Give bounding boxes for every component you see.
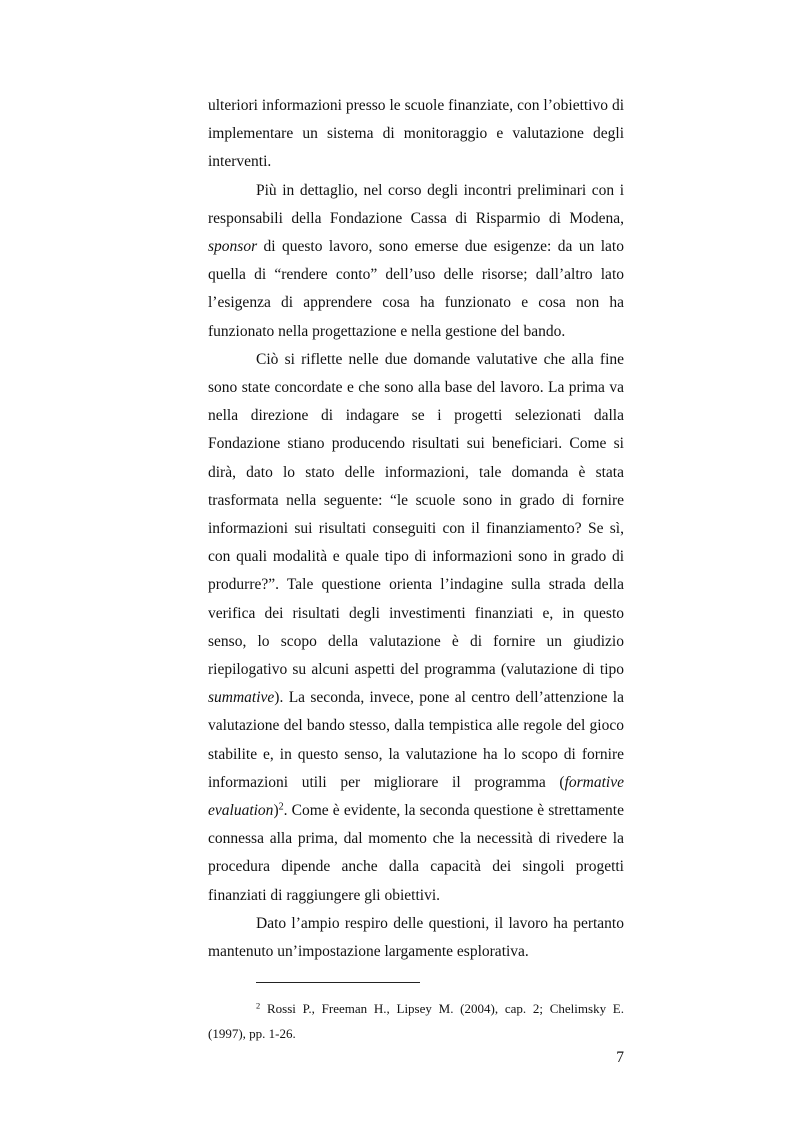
paragraph-3-text-b: ). La seconda, invece, pone al centro dell’attenzione la valutazione del bando stesso, dalla tempistica alle regole del gioco stabilite e, in questo senso, la valutazione ha lo scopo di fornire informazioni utili per migliorare il programma ( — [208, 689, 624, 791]
body-text — [208, 92, 624, 966]
footnote-reference[interactable]: 2 — [278, 801, 284, 813]
page-number: 7 — [616, 1049, 624, 1066]
paragraph-3-emphasis-a: summative — [208, 689, 275, 707]
footnote-text: Rossi P., Freeman H., Lipsey M. (2004), cap. 2; Chelimsky E. (1997), pp. 1-26. — [208, 1001, 624, 1041]
footnote — [208, 996, 624, 1046]
paragraph-2 — [208, 177, 624, 346]
paragraph-3 — [208, 346, 624, 910]
footnote-separator — [256, 982, 420, 983]
footnote-number: 2 — [256, 1000, 261, 1011]
paragraph-3-emphasis-b: formative evaluation — [208, 773, 624, 820]
paragraph-2-text-b: di questo lavoro, sono emerse due esigenze: da un lato quella di “rendere conto” dell’uso delle risorse; dall’altro lato l’esigenza di apprendere cosa ha funzionato e cosa non ha funzionato nella progettazione e nella gestione del bando. — [208, 238, 624, 340]
paragraph-3-text-d: . Come è evidente, la seconda questione è strettamente connessa alla prima, dal momento che la necessità di rivedere la procedura dipende anche dalla capacità dei singoli progetti finanziati di raggiungere gli obiettivi. — [208, 802, 624, 904]
paragraph-2-text-a: Più in dettaglio, nel corso degli incontri preliminari con i responsabili della Fondazione Cassa di Risparmio di Modena, — [208, 181, 624, 227]
paragraph-3-text-c: ) — [273, 802, 279, 820]
paragraph-3-text-a: Ciò si riflette nelle due domande valutative che alla fine sono state concordate e che sono alla base del lavoro. La prima va nella direzione di indagare se i progetti selezionati dalla Fondazione stiano producendo risultati sui beneficiari. Come si dirà, dato lo stato delle informazioni, tale domanda è stata trasformata nella seguente: “le scuole sono in grado di fornire informazioni sui risultati conseguiti con il finanziamento? Se sì, con quali modalità e quale tipo di informazioni sono in grado di produrre?”. Tale questione orienta l’indagine sulla strada della verifica dei risultati degli investimenti finanziati e, in questo senso, lo scopo della valutazione è di fornire un giudizio riepilogativo su alcuni aspetti del programma (valutazione di tipo — [208, 350, 624, 679]
paragraph-2-emphasis: sponsor — [208, 238, 258, 256]
paragraph-1: ulteriori informazioni presso le scuole finanziate, con l’obiettivo di implementare un sistema di monitoraggio e valutazione degli interventi. — [208, 97, 624, 171]
paragraph-4: Dato l’ampio respiro delle questioni, il lavoro ha pertanto mantenuto un’impostazione largamente esplorativa. — [208, 914, 624, 961]
